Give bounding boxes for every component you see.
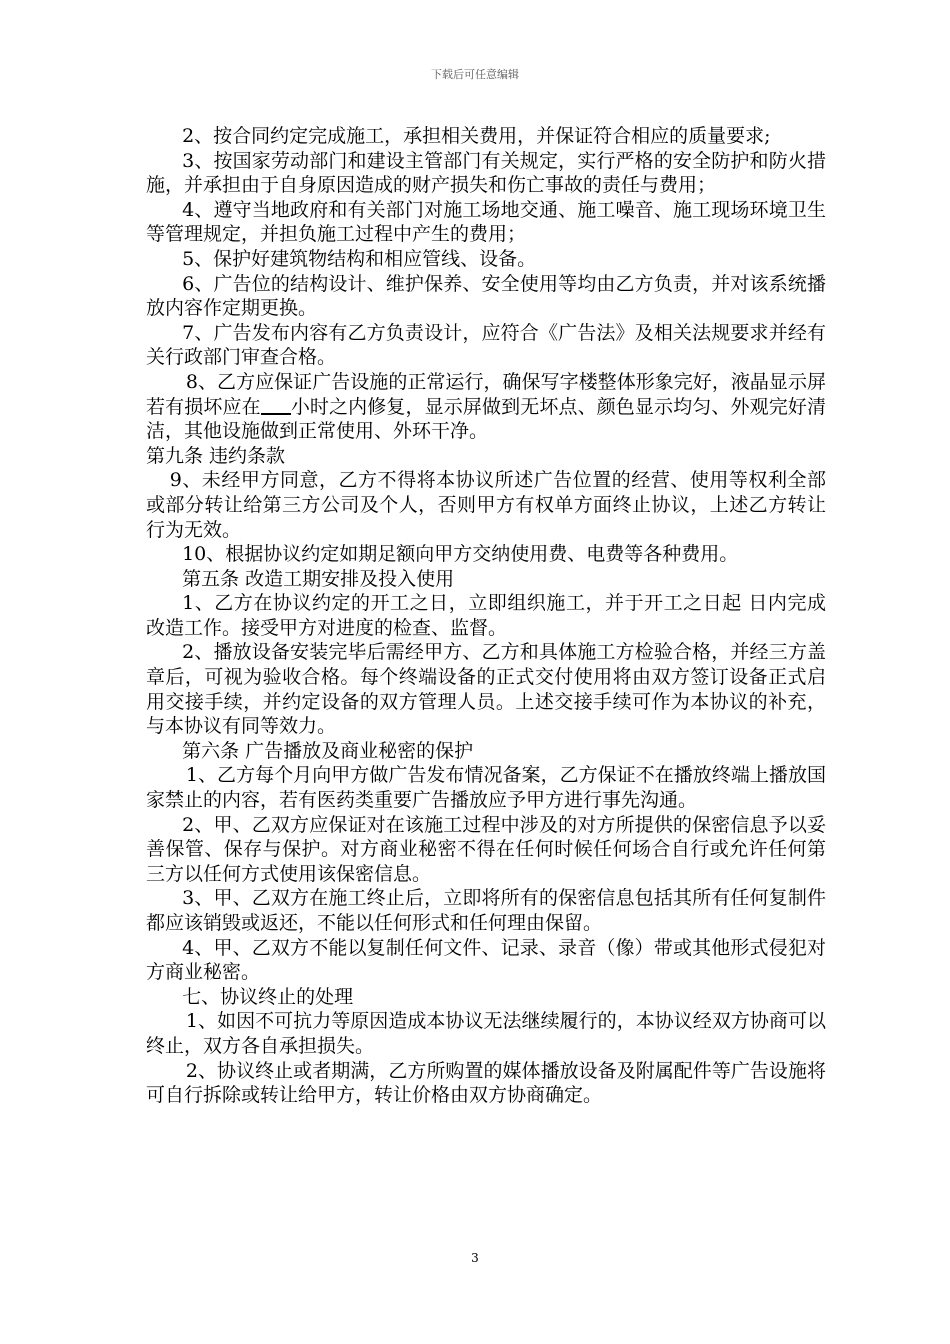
paragraph: 5、保护好建筑物结构和相应管线、设备。 (182, 247, 537, 270)
paragraph: 1、乙方每个月向甲方做广告发布情况备案，乙方保证不在播放终端上播放国家禁止的内容，若有医药类重要广告播放应予甲方进行事先沟通。 (146, 764, 826, 812)
page-header: 下载后可任意编辑 (431, 68, 519, 81)
paragraph: 2、协议终止或者期满，乙方所购置的媒体播放设备及附属配件等广告设施将可自行拆除或转让给甲方，转让价格由双方协商确定。 (146, 1059, 826, 1107)
paragraph: 2、按合同约定完成施工，承担相关费用，并保证符合相应的质量要求; (182, 125, 771, 147)
paragraph: 4、甲、乙双方不能以复制任何文件、记录、录音（像）带或其他形式侵犯对方商业秘密。 (146, 936, 826, 984)
paragraph: 1、如因不可抗力等原因造成本协议无法继续履行的，本协议经双方协商可以终止，双方各自承担损失。 (146, 1010, 826, 1057)
paragraph: 9、未经甲方同意，乙方不得将本协议所述广告位置的经营、使用等权利全部或部分转让给第三方公司及个人，否则甲方有权单方面终止协议，上述乙方转让行为无效。 (146, 469, 826, 541)
page-number: 3 (471, 1251, 479, 1265)
section-heading: 七、协议终止的处理 (182, 985, 354, 1008)
paragraph: 6、广告位的结构设计、维护保养、安全使用等均由乙方负责，并对该系统播放内容作定期更换。 (146, 272, 826, 320)
document-body (146, 124, 826, 1108)
paragraph-text: 小时之内修复，显示屏做到无坏点、颜色显示均匀、外观完好清洁，其他设施做到正常使用、外环干净。 (146, 395, 826, 443)
paragraph: 1、乙方在协议约定的开工之日，立即组织施工，并于开工之日起 日内完成改造工作。接受甲方对进度的检查、监督。 (146, 592, 826, 639)
section-heading: 第六条 广告播放及商业秘密的保护 (182, 739, 474, 762)
paragraph: 10、根据协议约定如期足额向甲方交纳使用费、电费等各种费用。 (182, 543, 739, 566)
section-heading: 第九条 违约条款 (146, 444, 286, 467)
fill-in-blank (261, 395, 291, 415)
paragraph: 3、甲、乙双方在施工终止后，立即将所有的保密信息包括其所有任何复制件都应该销毁或返还，不能以任何形式和任何理由保留。 (146, 887, 826, 934)
paragraph-text: 8、乙方应保证广告设施的正常运行，确保写字楼整体形象完好，液晶显示屏若有损坏应在 (146, 370, 826, 418)
paragraph: 2、播放设备安装完毕后需经甲方、乙方和具体施工方检验合格，并经三方盖章后，可视为验收合格。每个终端设备的正式交付使用将由双方签订设备正式启用交接手续，并约定设备的双方管理人员。上述交接手续可作为本协议的补充，与本协议有同等效力。 (146, 641, 826, 738)
paragraph: 3、按国家劳动部门和建设主管部门有关规定，实行严格的安全防护和防火措施，并承担由于自身原因造成的财产损失和伤亡事故的责任与费用； (146, 149, 826, 197)
paragraph: 2、甲、乙双方应保证对在该施工过程中涉及的对方所提供的保密信息予以妥善保管、保存与保护。对方商业秘密不得在任何时候任何场合自行或允许任何第三方以任何方式使用该保密信息。 (146, 813, 826, 885)
paragraph: 7、广告发布内容有乙方负责设计，应符合《广告法》及相关法规要求并经有关行政部门审查合格。 (146, 321, 826, 369)
paragraph (146, 370, 826, 444)
section-heading: 第五条 改造工期安排及投入使用 (182, 567, 455, 590)
paragraph: 4、遵守当地政府和有关部门对施工场地交通、施工噪音、施工现场环境卫生等管理规定，并担负施工过程中产生的费用； (146, 198, 826, 246)
